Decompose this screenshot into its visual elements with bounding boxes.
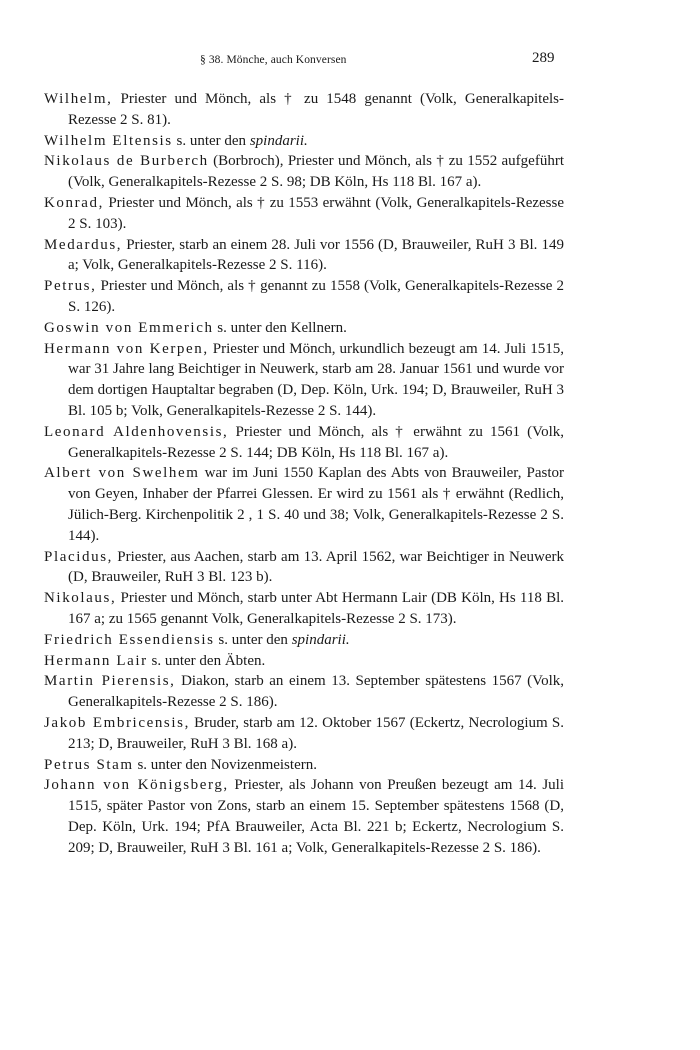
entry: [44, 89, 564, 131]
entry: [44, 193, 564, 235]
entry: [44, 339, 564, 422]
entry-name: Goswin von Emmerich: [44, 319, 214, 336]
entry: [44, 422, 564, 464]
entry: [44, 671, 564, 713]
entry: [44, 235, 564, 277]
entry-name: Leonard Aldenhovensis,: [44, 423, 229, 440]
entry: [44, 651, 564, 672]
entry-text: s. unter den: [214, 631, 292, 648]
entry-name: Hermann Lair: [44, 652, 148, 669]
entry: [44, 131, 564, 152]
entry-text: Diakon, starb an einem 13. September spätestens 1567 (Volk, Generalkapitels-Rezesse 2 S. 186).: [68, 673, 564, 711]
entry-text: Priester, als Johann von Preußen bezeugt am 14. Juli 1515, später Pastor von Zons, starb an einem 15. September spätestens 1568 (D, Dep. Köln, Urk. 194; PfA Brauweiler, Acta Bl. 221 b; Eckertz, Necrologium S. 209; D, Brauweiler, RuH 3 Bl. 161 a; Volk, Generalkapitels-Rezesse 2 S. 186).: [68, 777, 565, 856]
entry-text: Priester und Mönch, urkundlich bezeugt am 14. Juli 1515, war 31 Jahre lang Beichtiger in Neuwerk, starb am 28. Januar 1561 und wurde vor dem dortigen Hauptaltar begraben (D, Dep. Köln, Urk. 194; D, Brauweiler, RuH 3 Bl. 105 b; Volk, Generalkapitels-Rezesse 2 S. 144).: [68, 340, 564, 419]
entry-text: Priester und Mönch, als † zu 1553 erwähnt (Volk, Generalkapitels-Rezesse 2 S. 103).: [68, 194, 564, 232]
entry-text: Priester und Mönch, als † zu 1548 genannt (Volk, Generalkapitels-Rezesse 2 S. 81).: [68, 91, 564, 128]
entry: [44, 713, 564, 755]
entry: [44, 318, 564, 339]
entry-name: Petrus Stam: [44, 756, 134, 773]
entry-name: Johann von Königsberg,: [44, 777, 229, 794]
entry: [44, 775, 564, 858]
entry-name: Wilhelm Eltensis: [44, 132, 173, 149]
entry-name: Friedrich Essendiensis: [44, 631, 215, 648]
entry-name: Albert von Swelhem: [44, 465, 200, 482]
entry-text: s. unter den Äbten.: [147, 652, 266, 669]
entry-text: Priester, aus Aachen, starb am 13. April 1562, war Beichtiger in Neuwerk (D, Brauweiler, RuH 3 Bl. 123 b).: [68, 548, 564, 586]
entry-text: s. unter den Kellnern.: [213, 319, 347, 336]
entry-text: Priester und Mönch, starb unter Abt Hermann Lair (DB Köln, Hs 118 Bl. 167 a; zu 1565 genannt Volk, Generalkapitels-Rezesse 2 S. 173).: [68, 590, 564, 627]
entry-text: s. unter den Novizenmeistern.: [133, 756, 317, 773]
entry-name: Hermann von Kerpen,: [44, 340, 209, 357]
entry-text: s. unter den: [172, 132, 250, 149]
entry: [44, 276, 564, 318]
entry-name: Jakob Embricensis,: [44, 714, 190, 731]
entry: [44, 151, 564, 193]
entry-name: Wilhelm,: [44, 91, 113, 107]
entry-name: Nikolaus de Burberch: [44, 153, 209, 170]
entry-emphasis: spindarii.: [291, 631, 350, 648]
entry-name: Placidus,: [44, 548, 113, 565]
entry-text: Priester und Mönch, als † genannt zu 1558 (Volk, Generalkapitels-Rezesse 2 S. 126).: [68, 278, 564, 315]
entry-text: war im Juni 1550 Kaplan des Abts von Brauweiler, Pastor von Geyen, Inhaber der Pfarrei Glessen. Er wird zu 1561 als † erwähnt (Redlich, Jülich-Berg. Kirchenpolitik 2 , 1 S. 40 und 38; Volk, Generalkapitels-Rezesse 2 S. 144).: [68, 465, 565, 544]
entry-text: Priester und Mönch, als † erwähnt zu 1561 (Volk, Generalkapitels-Rezesse 2 S. 144; DB Köln, Hs 118 Bl. 167 a).: [68, 423, 564, 461]
entry-name: Medardus,: [44, 236, 123, 253]
entry: [44, 630, 564, 651]
entry-list: [44, 89, 564, 858]
entry: [44, 547, 564, 589]
entry-name: Nikolaus,: [44, 590, 117, 607]
page-number: 289: [532, 50, 555, 66]
entry-text: (Borbroch), Priester und Mönch, als † zu 1552 aufgeführt (Volk, Generalkapitels-Rezesse 2 S. 98; DB Köln, Hs 118 Bl. 167 a).: [68, 153, 564, 191]
entry-text: Priester, starb an einem 28. Juli vor 1556 (D, Brauweiler, RuH 3 Bl. 149 a; Volk, Generalkapitels-Rezesse 2 S. 116).: [68, 236, 564, 274]
page-header: [0, 50, 700, 72]
entry: [44, 463, 564, 546]
entry-emphasis: spindarii.: [249, 132, 308, 149]
entry: [44, 588, 564, 630]
running-head: § 38. Mönche, auch Konversen: [200, 54, 347, 66]
entry-name: Konrad,: [44, 194, 104, 211]
entry-name: Martin Pierensis,: [44, 673, 176, 690]
entry: [44, 755, 564, 776]
entry-name: Petrus,: [44, 278, 97, 295]
entry-text: Bruder, starb am 12. Oktober 1567 (Eckertz, Necrologium S. 213; D, Brauweiler, RuH 3 Bl. 168 a).: [68, 714, 564, 752]
